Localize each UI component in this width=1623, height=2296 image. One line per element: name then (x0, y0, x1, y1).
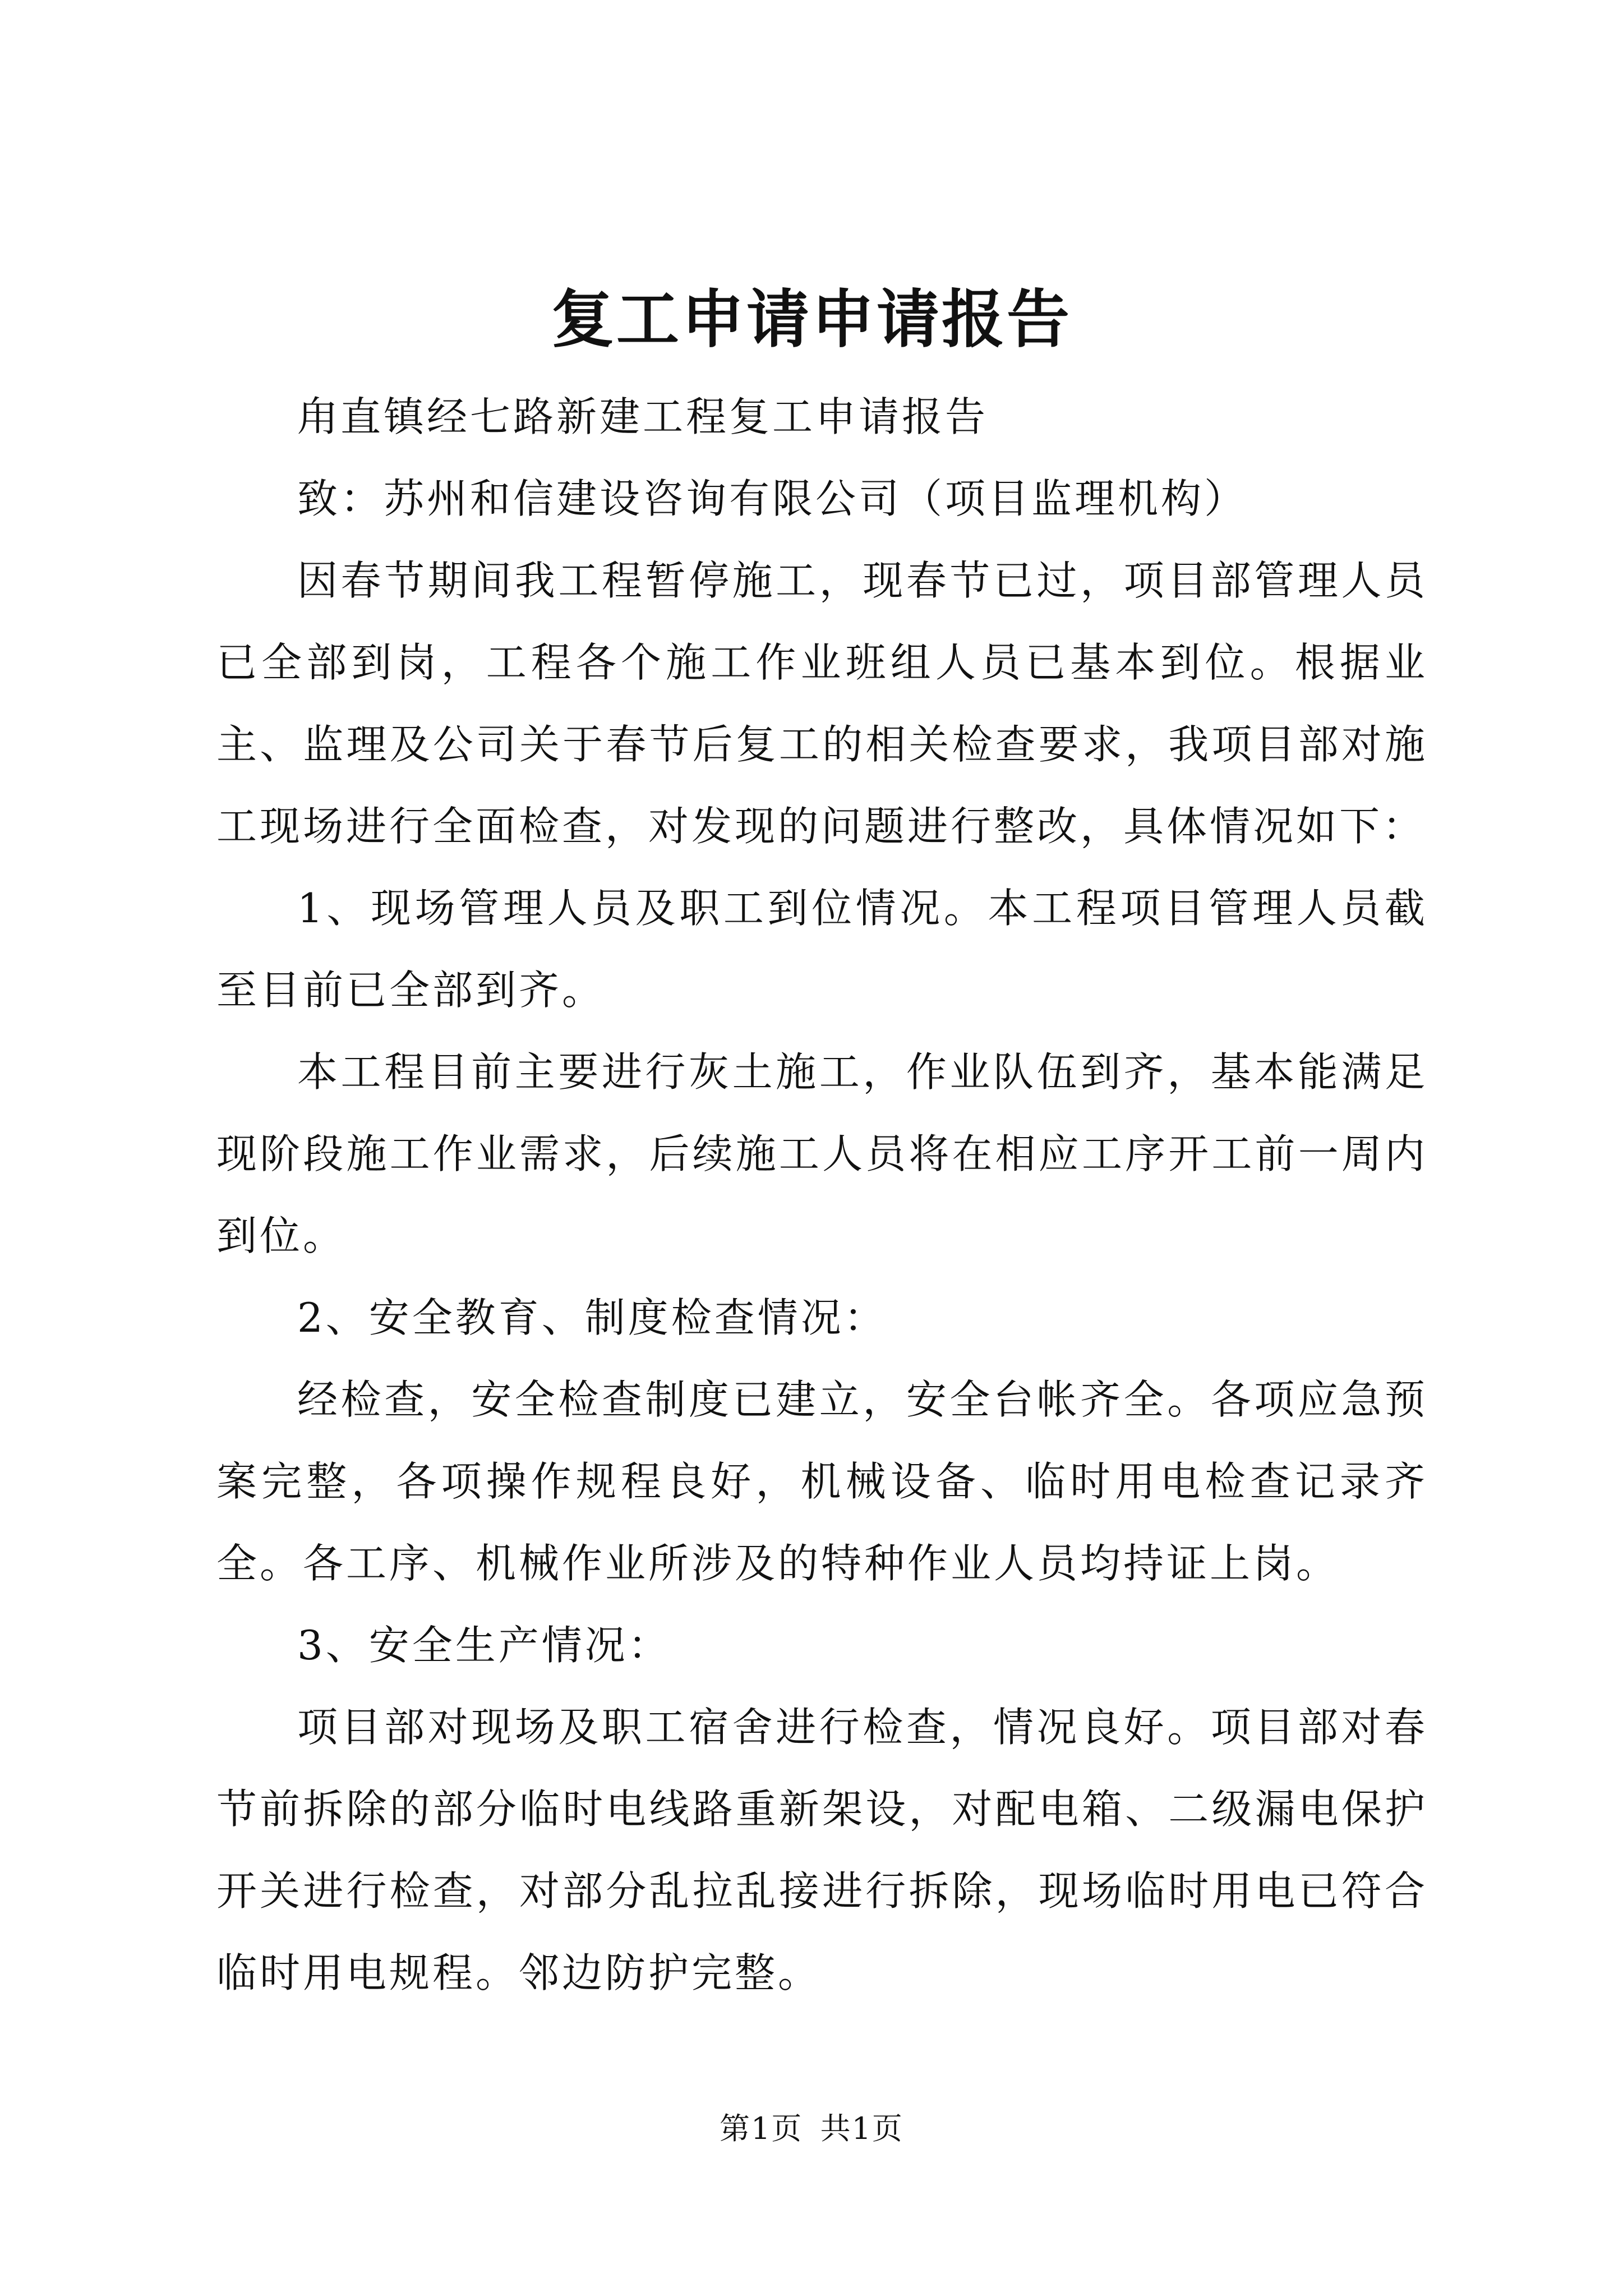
subject-line: 甪直镇经七路新建工程复工申请报告 (297, 393, 989, 440)
section-1-paragraph: 1、现场管理人员及职工到位情况。本工程项目管理人员截至目前已全部到齐。 (216, 885, 1428, 1014)
section-2-paragraph: 经检查，安全检查制度已建立，安全台帐齐全。各项应急预案完整，各项操作规程良好，机械设备、临时用电检查记录齐全。各工序、机械作业所涉及的特种作业人员均持证上岗。 (216, 1376, 1428, 1587)
page-total: 共1页 (820, 2111, 903, 2146)
recipient-line: 致：苏州和信建设咨询有限公司（项目监理机构） (297, 475, 1248, 522)
document-title: 复工申请申请报告 (551, 283, 1072, 356)
section-1-detail-paragraph: 本工程目前主要进行灰土施工，作业队伍到齐，基本能满足现阶段施工作业需求，后续施工人员将在相应工序开工前一周内到位。 (216, 1048, 1428, 1259)
intro-paragraph: 因春节期间我工程暂停施工，现春节已过，项目部管理人员已全部到岗，工程各个施工作业班组人员已基本到位。根据业主、监理及公司关于春节后复工的相关检查要求，我项目部对施工现场进行全面检查，对发现的问题进行整改，具体情况如下： (216, 557, 1428, 850)
section-2-heading: 2、安全教育、制度检查情况： (297, 1294, 887, 1341)
document-body (216, 376, 1428, 2014)
page-footer (0, 2109, 1623, 2148)
section-3-heading: 3、安全生产情况： (297, 1622, 671, 1669)
section-3-paragraph: 项目部对现场及职工宿舍进行检查，情况良好。项目部对春节前拆除的部分临时电线路重新架设，对配电箱、二级漏电保护开关进行检查，对部分乱拉乱接进行拆除，现场临时用电已符合临时用电规程。邻边防护完整。 (216, 1704, 1428, 1996)
page-number: 第1页 (720, 2111, 803, 2146)
